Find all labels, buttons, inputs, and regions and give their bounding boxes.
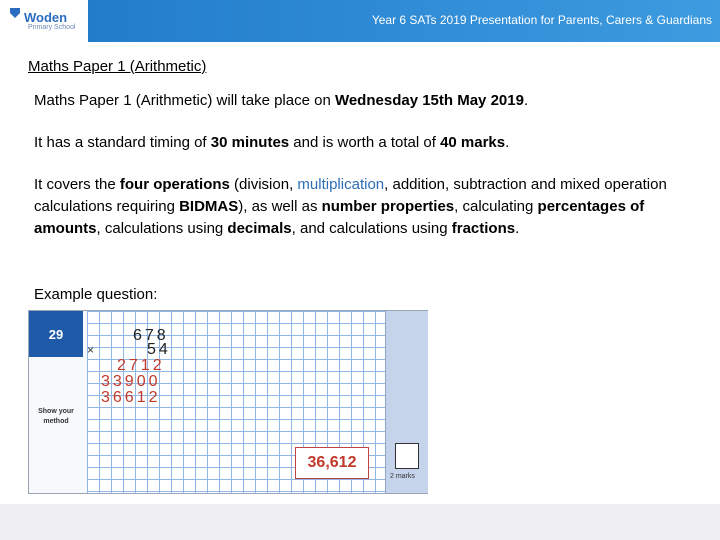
text: Maths Paper 1 (Arithmetic) will take place on — [34, 92, 335, 109]
text: , calculations using — [96, 220, 228, 237]
section-title: Maths Paper 1 (Arithmetic) — [28, 58, 207, 75]
header-title: Year 6 SATs 2019 Presentation for Parents, Carers & Guardians — [371, 13, 712, 27]
text: , addition, subtraction and mixed operation calculations requiring — [34, 176, 667, 215]
partial-product-2: 33900 — [101, 373, 161, 390]
duration-text: 30 minutes — [210, 134, 290, 151]
header-bar — [0, 0, 720, 42]
logo-text: Woden — [24, 10, 68, 25]
times-symbol: × — [87, 343, 95, 357]
text: (division, — [229, 176, 298, 193]
mark-box — [395, 443, 419, 469]
answer-box: 36,612 — [295, 447, 369, 479]
footer-bar — [0, 504, 720, 540]
show-method-label: Show your method — [38, 408, 74, 425]
keyword: decimals — [227, 220, 292, 237]
paragraph-date — [34, 90, 704, 112]
keyword: percentages of amounts — [34, 198, 645, 237]
text: . — [515, 220, 520, 237]
text: . — [505, 134, 510, 151]
paragraph-coverage — [34, 174, 704, 240]
logo-subtext: Primary School — [28, 24, 76, 31]
text: ), as well as — [238, 198, 322, 215]
school-logo — [0, 0, 88, 42]
marks-label: 2 marks — [390, 473, 415, 480]
text: It covers the — [34, 176, 120, 193]
example-question — [28, 310, 428, 494]
paragraph-timing — [34, 132, 704, 154]
example-label: Example question: — [34, 286, 158, 303]
text: and is worth a total of — [289, 134, 441, 151]
total-product: 36612 — [101, 389, 161, 406]
text: . — [523, 92, 529, 109]
multiplier: 54 — [147, 341, 171, 358]
date-text: Wednesday 15th May 2019 — [334, 92, 524, 109]
marks-text: 40 marks — [440, 134, 506, 151]
keyword-link: multiplication — [297, 176, 385, 193]
multiplicand: 678 — [133, 327, 169, 344]
text: , calculating — [454, 198, 538, 215]
shield-icon — [9, 7, 21, 19]
partial-product-1: 2712 — [117, 357, 165, 374]
keyword: fractions — [451, 220, 516, 237]
question-number: 29 — [29, 311, 83, 357]
text: It has a standard timing of — [34, 134, 211, 151]
keyword: four operations — [119, 176, 230, 193]
keyword: BIDMAS — [179, 198, 239, 215]
keyword: number properties — [321, 198, 455, 215]
text: , and calculations using — [291, 220, 452, 237]
